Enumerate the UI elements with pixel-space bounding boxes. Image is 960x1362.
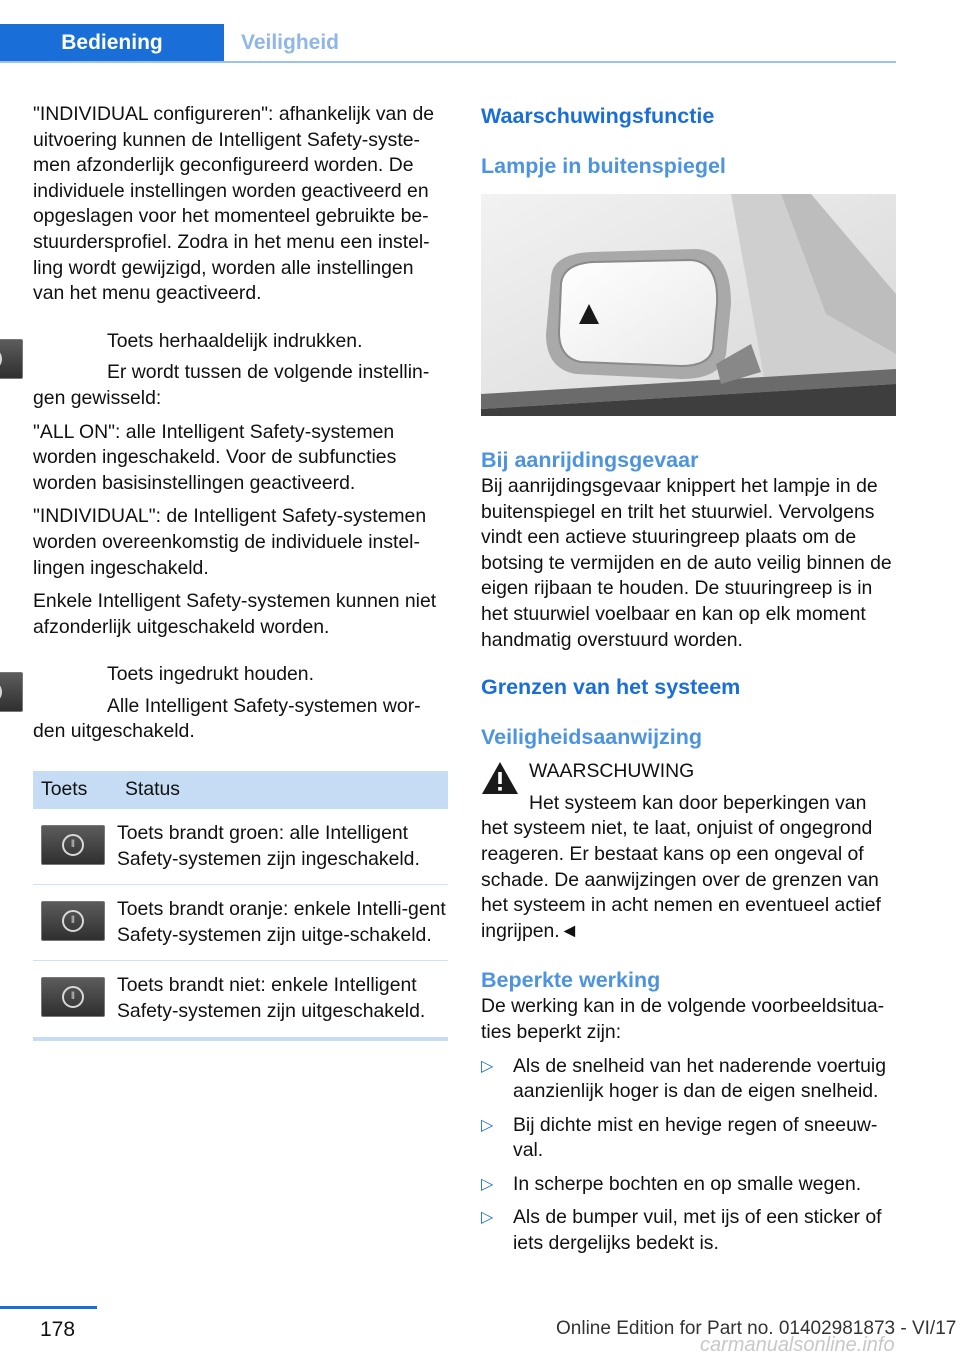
table-row (33, 961, 448, 1036)
list-item: ▷ Bij dichte mist en hevige regen of sneeuw-val. (481, 1113, 878, 1162)
warning-block (481, 759, 896, 816)
heading-grenzen: Grenzen van het systeem (481, 675, 741, 700)
heading-aanrijdingsgevaar: Bij aanrijdingsgevaar (481, 448, 699, 472)
instruction-hold-button: Toets ingedrukt houden. (107, 663, 314, 686)
safety-button-icon: ǁ (41, 977, 105, 1017)
table-header-toets: Toets (41, 778, 88, 801)
bullet-triangle-icon: ▷ (481, 1116, 494, 1134)
table-header (33, 771, 448, 809)
instruction-press-repeatedly: Toets herhaaldelijk indrukken. (107, 329, 363, 352)
status-table (33, 771, 448, 1041)
table-cell-status: Toets brandt groen: alle Intelligent Safety-systemen zijn ingeschakeld. (117, 822, 420, 870)
paragraph-aanrijdingsgevaar: Bij aanrijdingsgevaar knippert het lampje in de buitenspiegel en trilt het stuurwiel. Vervolgens vindt een actieve stuuringreep plaats om de botsing te vermijden en de auto veilig binnen de eigen rijbaan te houden. De stuuringreep is in het stuurwiel voelbaar en kan op elk moment handmatig overstuurd worden. (481, 475, 892, 651)
table-row (33, 885, 448, 961)
safety-button-icon (0, 339, 23, 379)
edition-text: Online Edition for Part no. 01402981873 - VI/17 (556, 1318, 957, 1339)
paragraph-enkele: Enkele Intelligent Safety-systemen kunnen niet afzonderlijk uitgeschakeld worden. (33, 590, 437, 638)
instruction-switch-settings: Er wordt tussen de volgende instellin-gen gewisseld: (33, 361, 430, 409)
side-mirror-image (481, 194, 896, 416)
tab-bediening[interactable]: Bediening (0, 24, 224, 62)
list-item: ▷ In scherpe bochten en op smalle wegen. (481, 1172, 896, 1198)
list-item: ▷ Als de snelheid van het naderende voertuig aanzienlijk hoger is dan de eigen snelheid. (481, 1054, 886, 1103)
right-column (481, 102, 896, 1257)
warning-text-1: Het systeem kan door beperkingen van (529, 791, 867, 814)
warning-title: WAARSCHUWING (529, 760, 695, 783)
heading-beperkte-werking: Beperkte werking (481, 968, 661, 993)
instruction-all-off: Alle Intelligent Safety-systemen wor-den uitgeschakeld. (33, 694, 421, 743)
limitations-list (481, 1054, 896, 1257)
watermark: carmanualsonline.info (700, 1334, 895, 1356)
paragraph-all-on: "ALL ON": alle Intelligent Safety-systemen worden ingeschakeld. Voor de subfuncties worden basisinstellingen geactiveerd. (33, 420, 397, 494)
safety-button-icon: ǁ (41, 825, 105, 865)
paragraph-beperkte-werking: De werking kan in de volgende voorbeeldsitua-ties beperkt zijn: (481, 995, 885, 1043)
table-cell-status: Toets brandt oranje: enkele Intelli-gent Safety-systemen zijn uitge-schakeld. (117, 898, 446, 946)
header-bar (0, 0, 960, 64)
warning-triangle-icon (481, 761, 519, 795)
table-cell-status: Toets brandt niet: enkele Intelligent Safety-systemen zijn uitgeschakeld. (117, 974, 426, 1023)
heading-waarschuwingsfunctie: Waarschuwingsfunctie (481, 104, 715, 128)
tab-veiligheid[interactable]: Veiligheid (240, 31, 340, 54)
heading-lampje: Lampje in buitenspiegel (481, 154, 726, 178)
button-instruction-2 (33, 662, 448, 688)
left-column (33, 102, 448, 1041)
table-row (33, 809, 448, 885)
bullet-triangle-icon: ▷ (481, 1209, 494, 1227)
table-bottom-border (33, 1037, 448, 1041)
mirror-illustration (481, 194, 896, 416)
table-header-status: Status (125, 778, 180, 801)
heading-veiligheidsaanwijzing: Veiligheidsaanwijzing (481, 725, 703, 750)
footer-accent-line (0, 1306, 97, 1309)
list-item: ▷ Als de bumper vuil, met ijs of een sticker of iets dergelijks bedekt is. (481, 1206, 882, 1255)
page-number: 178 (40, 1318, 76, 1341)
safety-button-icon: ǁ (41, 901, 105, 941)
warning-text-2: het systeem niet, te laat, onjuist of ongegrond reageren. Er bestaat kans op een ongeval of schade. De aanwijzingen over de grenzen van het systeem in acht nemen en eventueel actief ingrijpen.◄ (481, 817, 881, 942)
bullet-triangle-icon: ▷ (481, 1175, 494, 1193)
button-instruction-1 (33, 329, 448, 355)
safety-button-icon (0, 672, 23, 712)
paragraph-individual: "INDIVIDUAL": de Intelligent Safety-systemen worden overeenkomstig de individuele instel-lingen ingeschakeld. (33, 505, 427, 579)
header-divider (0, 61, 896, 63)
paragraph-individual-configure: "INDIVIDUAL configureren": afhankelijk van de uitvoering kunnen de Intelligent Safety-syste-men afzonderlijk geconfigureerd worden. De individuele instellingen worden geactiveerd en opgeslagen voor het momenteel gebruikte be-stuurdersprofiel. Zodra in het menu een instel-ling wordt gewijzigd, worden alle instellingen van het menu geactiveerd. (33, 103, 435, 305)
bullet-triangle-icon: ▷ (481, 1057, 494, 1075)
